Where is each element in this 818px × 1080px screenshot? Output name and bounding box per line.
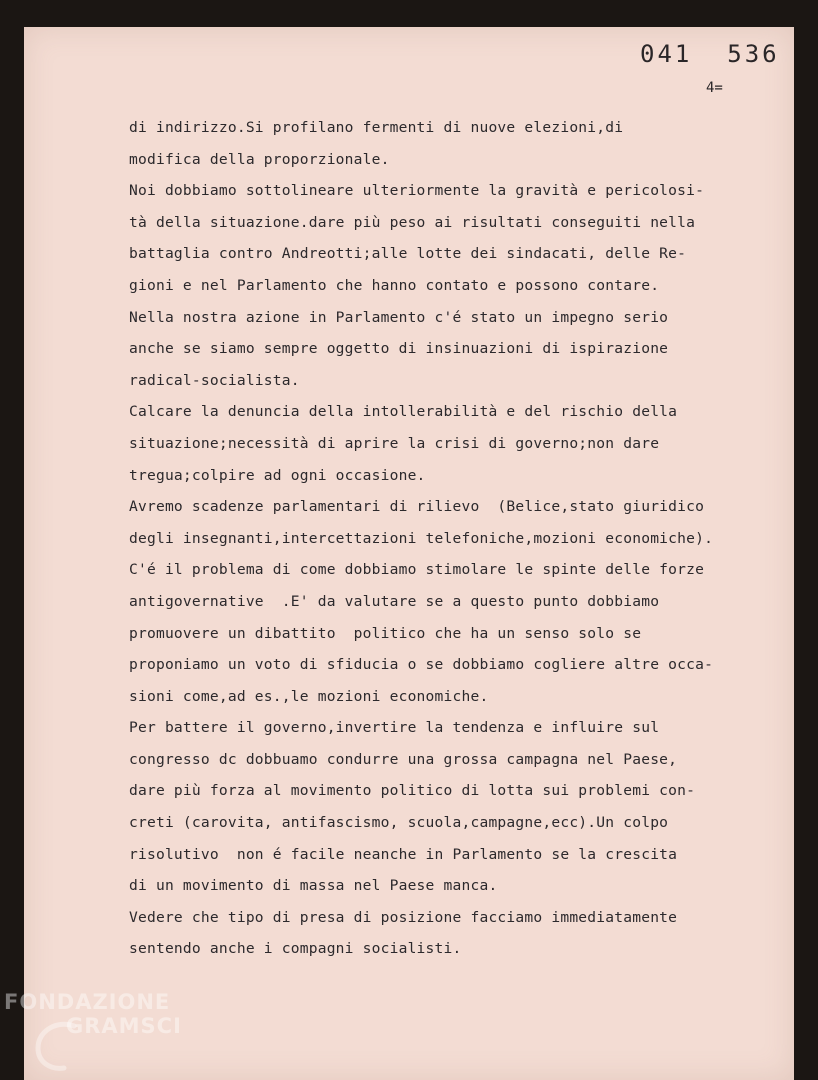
watermark-line2: GRAMSCI <box>66 1014 182 1038</box>
text-line: Per battere il governo,invertire la tendenza e influire sul <box>129 719 660 737</box>
text-line: C'é il problema di come dobbiamo stimolare le spinte delle forze <box>129 561 705 579</box>
text-line: Nella nostra azione in Parlamento c'é stato un impegno serio <box>129 308 669 326</box>
text-line: creti (carovita, antifascismo, scuola,campagne,ecc).Un colpo <box>129 814 669 832</box>
text-line: dare più forza al movimento politico di lotta sui problemi con- <box>129 782 696 800</box>
text-line: promuovere un dibattito politico che ha un senso solo se <box>129 624 642 642</box>
text-line: proponiamo un voto di sfiducia o se dobbiamo cogliere altre occa- <box>129 656 714 674</box>
text-line: Noi dobbiamo sottolineare ulteriormente la gravità e pericolosi- <box>129 182 705 200</box>
text-line: antigovernative .E' da valutare se a questo punto dobbiamo <box>129 592 660 610</box>
watermark <box>4 992 182 1037</box>
text-line: modifica della proporzionale. <box>129 150 390 168</box>
text-line: sentendo anche i compagni socialisti. <box>129 940 462 958</box>
text-line: sioni come,ad es.,le mozioni economiche. <box>129 687 489 705</box>
text-line: di un movimento di massa nel Paese manca. <box>129 877 498 895</box>
text-line: tregua;colpire ad ogni occasione. <box>129 466 426 484</box>
text-line: anche se siamo sempre oggetto di insinuazioni di ispirazione <box>129 340 669 358</box>
text-line: Avremo scadenze parlamentari di rilievo (Belice,stato giuridico <box>129 498 705 516</box>
text-line: Calcare la denuncia della intollerabilità e del rischio della <box>129 403 678 421</box>
page-number: 4= <box>706 80 723 96</box>
text-line: radical-socialista. <box>129 371 300 389</box>
text-line: di indirizzo.Si profilano fermenti di nuove elezioni,di <box>129 119 624 136</box>
text-line: risolutivo non é facile neanche in Parlamento se la crescita <box>129 845 678 863</box>
text-line: gioni e nel Parlamento che hanno contato e possono contare. <box>129 276 660 294</box>
text-line: congresso dc dobbuamo condurre una grossa campagna nel Paese, <box>129 750 678 768</box>
text-line: degli insegnanti,intercettazioni telefoniche,mozioni economiche). <box>129 529 714 547</box>
watermark-line1: FONDAZIONE <box>4 990 171 1014</box>
text-line: Vedere che tipo di presa di posizione facciamo immediatamente <box>129 908 678 926</box>
text-line: tà della situazione.dare più peso ai risultati conseguiti nella <box>129 213 696 231</box>
body-text <box>129 114 713 967</box>
archive-number: 041 536 <box>640 40 780 68</box>
text-line: situazione;necessità di aprire la crisi di governo;non dare <box>129 434 660 452</box>
text-line: battaglia contro Andreotti;alle lotte dei sindacati, delle Re- <box>129 245 687 263</box>
